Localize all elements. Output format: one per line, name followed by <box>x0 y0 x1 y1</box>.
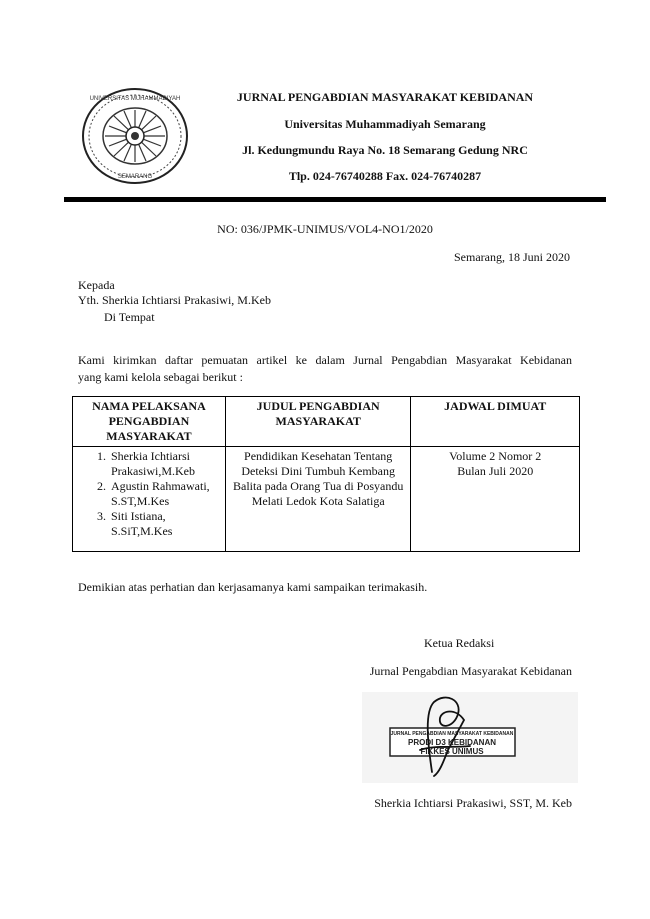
recipient-name: Yth. Sherkia Ichtiarsi Prakasiwi, M.Keb <box>78 293 271 307</box>
body-line-1: Kami kirimkan daftar pemuatan artikel ke dalam Jurnal Pengabdian Masyarakat Kebidanan <box>78 353 572 367</box>
schedule-month: Bulan Juli 2020 <box>457 464 534 478</box>
signature-stamp <box>360 690 580 785</box>
signer-title: Ketua Redaksi <box>424 636 495 650</box>
signer-name: Sherkia Ichtiarsi Prakasiwi, SST, M. Keb <box>374 796 572 810</box>
header-divider <box>64 197 606 202</box>
cell-names <box>73 447 226 552</box>
list-item: 1. Sherkia Ichtiarsi Prakasiwi,M.Keb <box>109 449 219 479</box>
header-cell-title: JUDUL PENGABDIAN MASYARAKAT <box>225 397 411 447</box>
table-row <box>73 447 580 552</box>
university-logo <box>80 86 190 186</box>
closing-text: Demikian atas perhatian dan kerjasamanya kami sampaikan terimakasih. <box>78 580 428 594</box>
header-cell-schedule: JADWAL DIMUAT <box>411 397 580 447</box>
header-university: Universitas Muhammadiyah Semarang <box>284 117 486 131</box>
cell-schedule <box>411 447 580 552</box>
article-table <box>72 396 580 552</box>
stamp-line-3: FIKKES UNIMUS <box>420 747 484 756</box>
body-line-2: yang kami kelola sebagai berikut : <box>78 370 243 384</box>
header-journal-name: JURNAL PENGABDIAN MASYARAKAT KEBIDANAN <box>236 90 534 104</box>
recipient-place: Di Tempat <box>104 310 155 324</box>
table-header-row <box>73 397 580 447</box>
recipient-to: Kepada <box>78 278 115 292</box>
header-address: Jl. Kedungmundu Raya No. 18 Semarang Gedung NRC <box>242 143 528 157</box>
stamp-line-1: JURNAL PENGABDIAN MASYARAKAT KEBIDANAN <box>390 731 514 737</box>
signer-org: Jurnal Pengabdian Masyarakat Kebidanan <box>369 664 572 678</box>
schedule-volume: Volume 2 Nomor 2 <box>449 449 542 463</box>
letter-number: NO: 036/JPMK-UNIMUS/VOL4-NO1/2020 <box>217 222 433 236</box>
list-item: 2. Agustin Rahmawati, S.ST,M.Kes <box>109 479 219 509</box>
list-item: 3. Siti Istiana, S.SiT,M.Kes <box>109 509 219 539</box>
stamp-line-2: PRODI D3 KEBIDANAN <box>407 738 497 747</box>
header-phone: Tlp. 024-76740288 Fax. 024-76740287 <box>288 169 482 183</box>
logo-top-text: UNIVERSITAS MUHAMMADIYAH <box>89 96 181 102</box>
header-cell-names: NAMA PELAKSANA PENGABDIAN MASYARAKAT <box>73 397 226 447</box>
names-list <box>79 449 219 539</box>
logo-bottom-text: SEMARANG <box>117 174 153 180</box>
cell-title: Pendidikan Kesehatan Tentang Deteksi Dini Tumbuh Kembang Balita pada Orang Tua di Posyandu Melati Ledok Kota Salatiga <box>225 447 411 552</box>
letter-date: Semarang, 18 Juni 2020 <box>454 250 570 264</box>
